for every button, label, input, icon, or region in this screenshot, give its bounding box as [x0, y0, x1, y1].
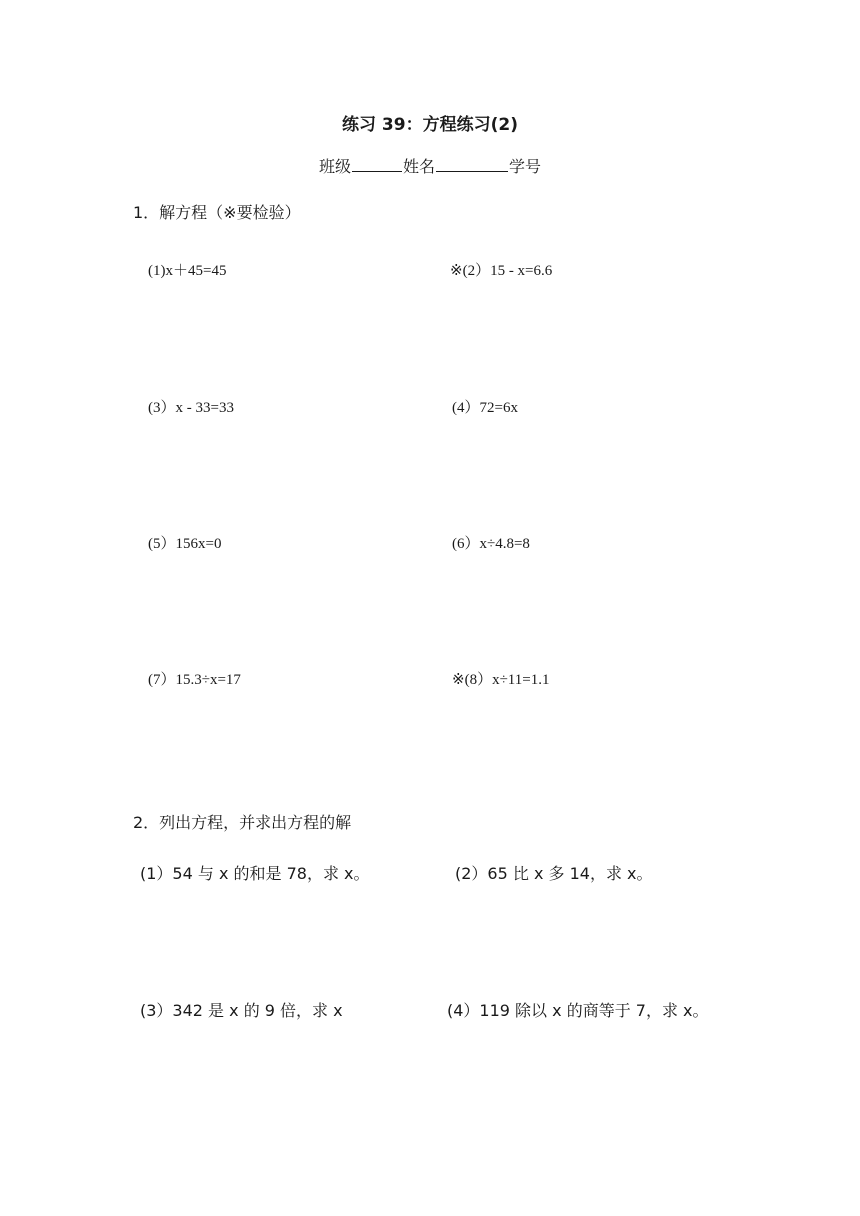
class-label: 班级 — [318, 157, 351, 176]
word-problem-2: (2）65 比 x 多 14，求 x。 — [455, 864, 653, 883]
number-label: 学号 — [509, 157, 542, 176]
word-problem-4: (4）119 除以 x 的商等于 7，求 x。 — [447, 1001, 709, 1020]
section2-heading: 2．列出方程，并求出方程的解 — [133, 813, 352, 832]
section1-heading: 1．解方程（※要检验） — [133, 203, 301, 222]
class-blank — [352, 157, 402, 172]
word-problem-1: (1）54 与 x 的和是 78，求 x。 — [140, 864, 370, 883]
page-title: 练习 39：方程练习(2) — [342, 115, 518, 135]
equation-6: (6）x÷4.8=8 — [452, 536, 530, 552]
equation-7: (7）15.3÷x=17 — [148, 672, 241, 688]
equation-5: (5）156x=0 — [148, 536, 222, 552]
equation-4: (4）72=6x — [452, 400, 518, 416]
student-info-line — [0, 154, 860, 177]
word-problem-3: (3）342 是 x 的 9 倍，求 x — [140, 1001, 343, 1020]
equation-1: (1)x＋45=45 — [148, 263, 227, 279]
equation-8: ※(8）x÷11=1.1 — [452, 672, 550, 688]
name-label: 姓名 — [402, 157, 435, 176]
equation-2: ※(2）15 - x=6.6 — [450, 263, 553, 279]
name-blank — [436, 157, 508, 172]
equation-3: (3）x - 33=33 — [148, 400, 234, 416]
